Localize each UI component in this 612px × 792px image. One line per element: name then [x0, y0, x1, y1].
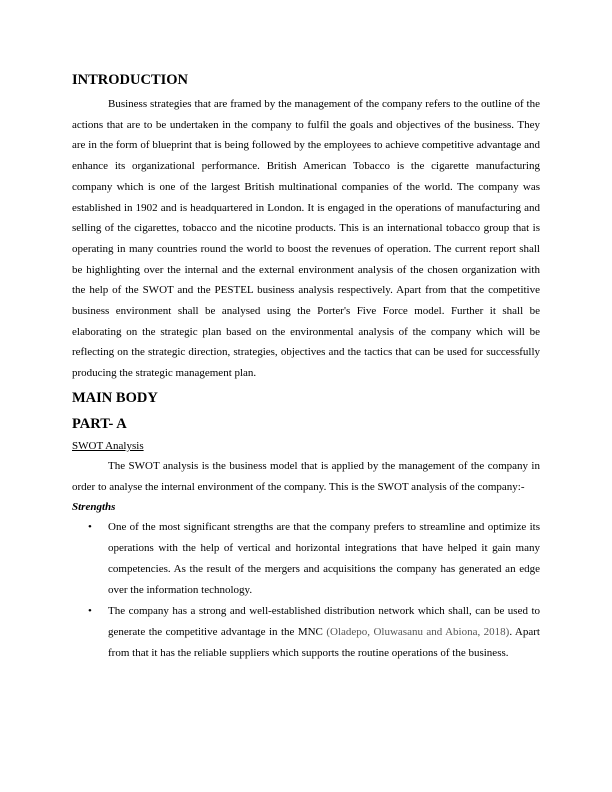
introduction-paragraph: Business strategies that are framed by the management of the company refers to the outline of the actions that are to be undertaken in the company to fulfil the goals and objectives of the business. They are in the form of blueprint that is being followed by the employees to achieve competitive advantage and enhance its organizational performance. British American Tobacco is the cigarette manufacturing company which is one of the largest British multinational companies of the world. The company was established in 1902 and is headquartered in London. It is engaged in the operations of manufacturing and selling of the cigarettes, tobacco and the nicotine products. This is an international tobacco group that is operating in many countries round the world to boost the revenues of operation. The current report shall be highlighting over the internal and the external environment analysis of the chosen organization with the help of the SWOT and the PESTEL business analysis respectively. Apart from that the competitive business environment shall be analysed using the Porter's Five Force model. Further it shall be elaborating on the strategic plan based on the environmental analysis of the company which will be reflecting on the strategic direction, strategies, objectives and the tactics that can be used for successfully producing the strategic management plan.	[72, 98, 540, 380]
swot-analysis-heading: SWOT Analysis	[72, 439, 144, 452]
introduction-heading: INTRODUCTION	[72, 72, 189, 88]
bullet-icon: •	[88, 521, 92, 534]
main-body-heading: MAIN BODY	[72, 389, 158, 406]
strength-text-2-end: . Apart from that it has the reliable suppliers which supports the routine operations of the business.	[108, 626, 540, 660]
bullet-icon: •	[88, 605, 92, 618]
list-item	[72, 517, 540, 601]
document-page	[72, 70, 540, 664]
swot-paragraph: The SWOT analysis is the business model that is applied by the management of the company in order to analyse the internal environment of the company. This is the SWOT analysis of the company:-	[72, 459, 540, 493]
strengths-list	[72, 517, 540, 664]
part-a-heading: PART- A	[72, 415, 127, 432]
strength-text-1: One of the most significant strengths are that the company prefers to streamline and optimize its operations with the help of vertical and horizontal integrations that have helped it gain many competencies. As the result of the mergers and acquisitions the company has generated an edge over the information technology.	[108, 521, 540, 597]
strengths-heading: Strengths	[72, 501, 116, 514]
list-item	[72, 601, 540, 664]
citation: (Oladepo, Oluwasanu and Abiona, 2018)	[326, 626, 510, 639]
strength-text-2: The company has a strong and well-established distribution network which shall, can be used to generate the competitive advantage in the MNC	[108, 605, 540, 639]
